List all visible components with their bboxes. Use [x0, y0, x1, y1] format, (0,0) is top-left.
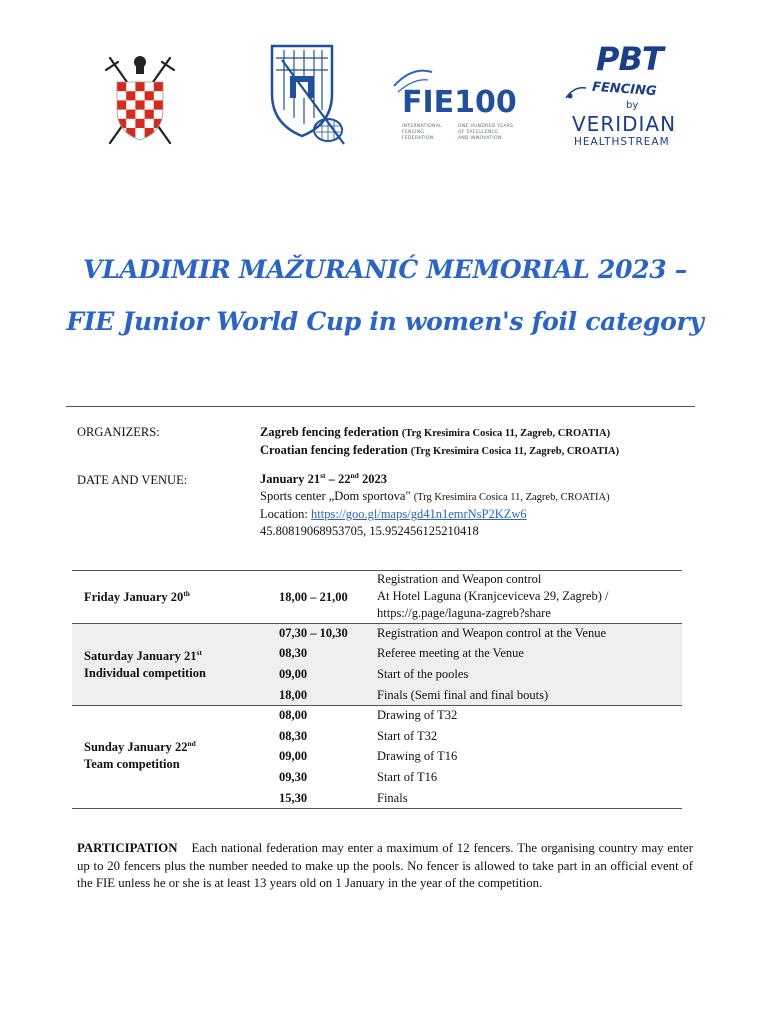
location-line: [260, 506, 610, 523]
venue-address: (Trg Kresimira Cosica 11, Zagreb, CROATIA): [413, 492, 610, 503]
fie100-logo: [392, 58, 542, 158]
pbt-by: by: [626, 100, 639, 111]
schedule-table: [72, 570, 682, 810]
date-sup: nd: [350, 471, 359, 480]
divider: [66, 406, 695, 407]
fie100-caption-line: OF EXCELLENCE: [458, 130, 499, 135]
fie100-letters: FIE100: [402, 85, 517, 120]
logo-row: [0, 40, 770, 160]
friday-desc-line2: At Hotel Laguna (Kranjceviceva 29, Zagreb) /: [377, 589, 609, 603]
page-title-line1: VLADIMIR MAŽURANIĆ MEMORIAL 2023 –: [83, 255, 687, 284]
participation-label: PARTICIPATION: [77, 841, 178, 855]
zagreb-crest-logo: [262, 40, 352, 152]
fie100-caption-line: FEDERATION: [402, 136, 434, 141]
friday-desc-line1: Registration and Weapon control: [377, 572, 542, 586]
saturday-desc: Finals (Semi final and final bouts): [377, 688, 549, 702]
date-venue-value: [260, 471, 610, 540]
page-title-line2: FIE Junior World Cup in women's foil category: [66, 307, 704, 336]
date-venue-label: DATE AND VENUE:: [77, 473, 188, 487]
sunday-time: 08,30: [279, 729, 308, 743]
saturday-time: 08,30: [279, 646, 308, 660]
fie100-caption-line: ONE HUNDRED YEARS: [458, 124, 514, 129]
croatia-crest-logo: [100, 48, 180, 148]
pbt-veridian-logo: [562, 40, 702, 152]
org2-address: (Trg Kresimira Cosica 11, Zagreb, CROATIA): [410, 446, 620, 457]
saturday-time: 07,30 – 10,30: [279, 626, 348, 640]
org2-name: Croatian fencing federation: [260, 443, 408, 457]
sunday-desc: Start of T16: [377, 770, 438, 784]
saturday-desc: Registration and Weapon control at the Venue: [377, 626, 607, 640]
sunday-time: 09,00: [279, 749, 308, 763]
organizer-line: [260, 442, 619, 460]
venue-name: Sports center „Dom sportova": [260, 489, 411, 503]
date-sup: st: [320, 471, 326, 480]
pbt-healthstream-word: HEALTHSTREAM: [574, 136, 670, 148]
friday-day-label: Friday January 20th: [84, 589, 190, 604]
friday-time: 18,00 – 21,00: [279, 590, 348, 604]
sunday-time: 15,30: [279, 791, 308, 805]
sunday-desc: Drawing of T16: [377, 749, 458, 763]
organizer-line: [260, 424, 619, 442]
sunday-desc: Finals: [377, 791, 408, 805]
sunday-subtitle: Team competition: [84, 757, 180, 771]
saturday-time: 09,00: [279, 667, 308, 681]
schedule-row-saturday: [72, 624, 682, 705]
date-end: – 22: [325, 472, 351, 486]
saturday-time: 18,00: [279, 688, 308, 702]
org1-name: Zagreb fencing federation: [260, 425, 399, 439]
saturday-day-label: Saturday January 21st Individual competition: [84, 648, 206, 680]
participation-paragraph: [77, 840, 693, 893]
event-dates: [260, 471, 610, 488]
fencer-swoosh-icon: [564, 84, 588, 104]
sunday-time: 09,30: [279, 770, 308, 784]
participation-text: Each national federation may enter a maximum of 12 fencers. The organising country may enter up to 20 fencers plus the number needed to make up the pools. No fencer is allowed to take part in an official event of the FIE unless he or she is at least 13 years old on 1 January in the year of the competition.: [77, 841, 693, 890]
sunday-time: 08,00: [279, 708, 308, 722]
pbt-veridian-word: VERIDIAN: [572, 112, 677, 136]
saturday-desc: Referee meeting at the Venue: [377, 646, 524, 660]
fie100-caption-right: [458, 124, 513, 142]
fie100-caption-line: AND INNOVATION: [458, 136, 502, 141]
fie100-mark-icon: [392, 58, 542, 120]
organizers-value: [260, 424, 619, 460]
pbt-letters: PBT: [596, 40, 663, 78]
fie100-caption-line: FENCING: [402, 130, 425, 135]
friday-desc-line3: https://g.page/laguna-zagreb?share: [377, 606, 551, 620]
organizers-label: ORGANIZERS:: [77, 425, 160, 439]
sunday-desc: Drawing of T32: [377, 708, 458, 722]
location-link[interactable]: https://goo.gl/maps/gd41n1emrNsP2KZw6: [311, 507, 527, 521]
schedule-row-sunday: [72, 706, 682, 808]
pbt-fencing-word: FENCING: [591, 79, 658, 100]
sunday-day-label: Sunday January 22nd Team competition: [84, 739, 196, 771]
org1-address: (Trg Kresimira Cosica 11, Zagreb, CROATIA): [401, 428, 611, 439]
saturday-subtitle: Individual competition: [84, 666, 206, 680]
table-rule: [72, 808, 682, 809]
date-start: January 21: [260, 472, 321, 486]
venue-line: [260, 488, 610, 506]
fie100-caption-left: [402, 124, 442, 142]
coordinates: 45.80819068953705, 15.952456125210418: [260, 524, 479, 538]
saturday-desc: Start of the pooles: [377, 667, 469, 681]
date-year: 2023: [358, 472, 387, 486]
fie100-caption-line: INTERNATIONAL: [402, 124, 442, 129]
schedule-row-friday: [72, 570, 682, 622]
sunday-desc: Start of T32: [377, 729, 438, 743]
location-label: Location:: [260, 507, 312, 521]
